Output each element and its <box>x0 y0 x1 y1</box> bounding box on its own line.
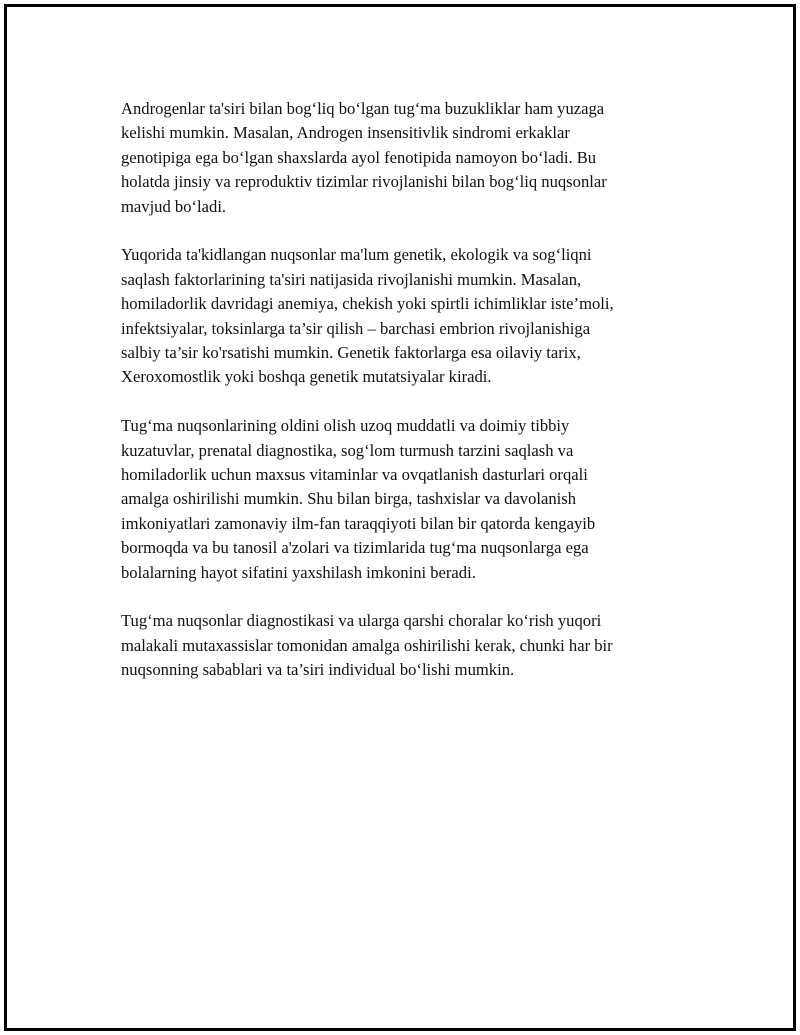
paragraph-4: Tug‘ma nuqsonlar diagnostikasi va ularga qarshi choralar ko‘rish yuqori malakali mutaxassislar tomonidan amalga oshirilishi kerak, chunki har bir nuqsonning sabablari va ta’siri individual bo‘lishi mumkin. <box>121 611 613 680</box>
document-body <box>121 97 681 707</box>
paragraph-3: Tug‘ma nuqsonlarining oldini olish uzoq muddatli va doimiy tibbiy kuzatuvlar, prenatal diagnostika, sog‘lom turmush tarzini saqlash va homiladorlik uchun maxsus vitaminlar va ovqatlanish dasturlari orqali amalga oshirilishi mumkin. Shu bilan birga, tashxislar va davolanish imkoniyatlari zamonaviy ilm-fan taraqqiyoti bilan bir qatorda kengayib bormoqda va bu tanosil a'zolari va tizimlarida tug‘ma nuqsonlarga ega bolalarning hayot sifatini yaxshilash imkonini beradi. <box>121 416 596 582</box>
page-frame <box>4 4 796 1031</box>
paragraph-2: Yuqorida ta'kidlangan nuqsonlar ma'lum genetik, ekologik va sog‘liqni saqlash faktorlarining ta'siri natijasida rivojlanishi mumkin. Masalan, homiladorlik davridagi anemiya, chekish yoki spirtli ichimliklar iste’moli, infektsiyalar, toksinlarga ta’sir qilish – barchasi embrion rivojlanishiga salbiy ta’sir ko'rsatishi mumkin. Genetik faktorlarga esa oilaviy tarix, Xeroxomostlik yoki boshqa genetik mutatsiyalar kiradi. <box>121 245 614 387</box>
paragraph-1: Androgenlar ta'siri bilan bog‘liq bo‘lgan tug‘ma buzukliklar ham yuzaga kelishi mumkin. Masalan, Androgen insensitivlik sindromi erkaklar genotipiga ega bo‘lgan shaxslarda ayol fenotipida namoyon bo‘ladi. Bu holatda jinsiy va reproduktiv tizimlar rivojlanishi bilan bog‘liq nuqsonlar mavjud bo‘ladi. <box>121 99 607 216</box>
